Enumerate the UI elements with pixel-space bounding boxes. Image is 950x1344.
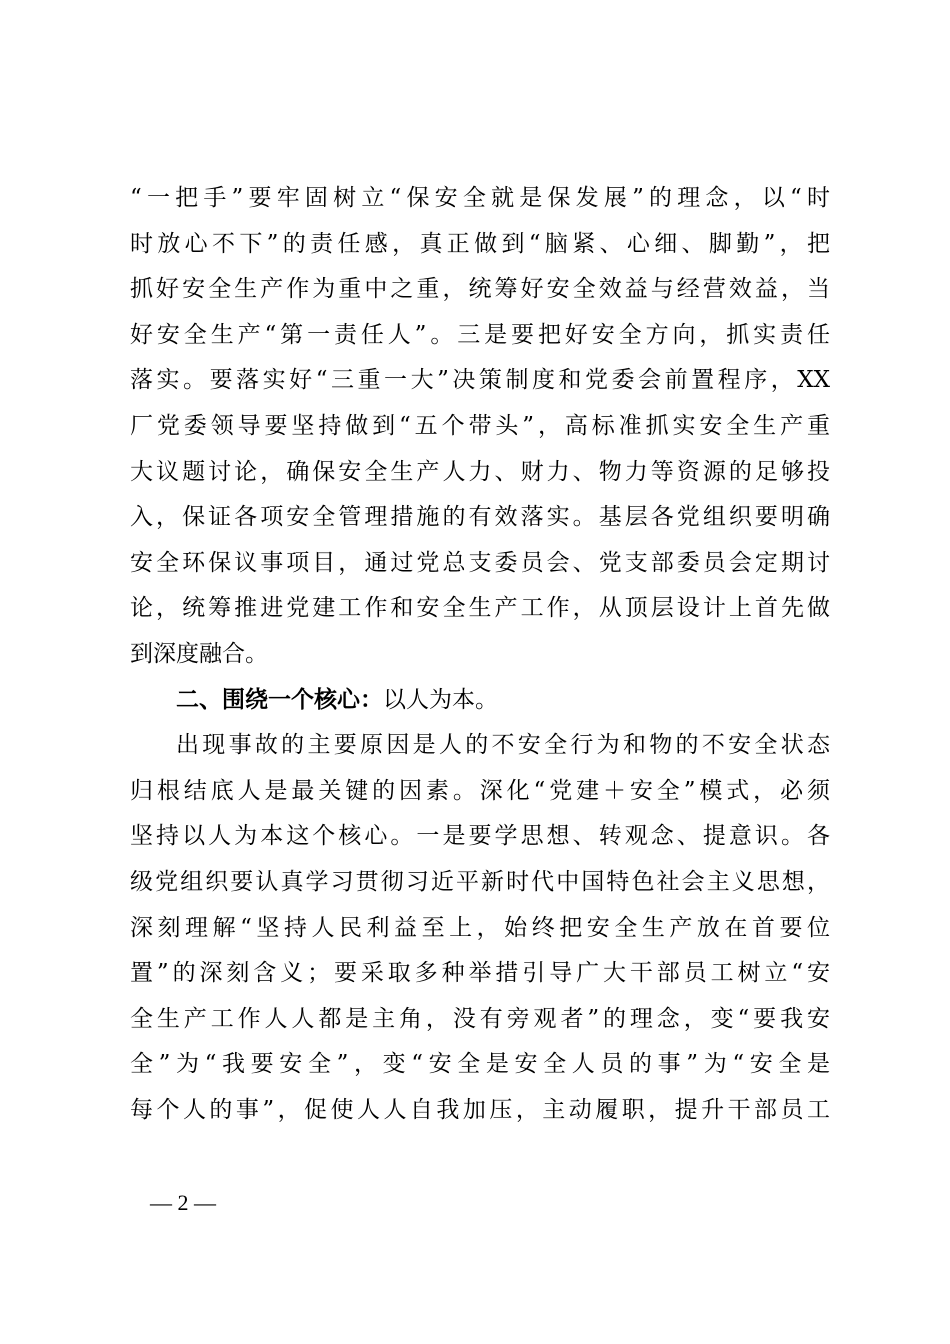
paragraph-line: 论，统筹推进党建工作和安全生产工作，从顶层设计上首先做 <box>130 595 830 622</box>
paragraph-line: 大议题讨论，确保安全生产人力、财力、物力等资源的足够投 <box>130 458 830 485</box>
section-heading-text: 以人为本。 <box>383 686 498 713</box>
paragraph-line: 好安全生产“第一责任人”。三是要把好安全方向，抓实责任 <box>130 321 830 348</box>
paragraph-line: 安全环保议事项目，通过党总支委员会、党支部委员会定期讨 <box>130 549 830 576</box>
section-heading-label: 二、围绕一个核心： <box>176 686 383 713</box>
paragraph-line: 置”的深刻含义；要采取多种举措引导广大干部员工树立“安 <box>130 960 830 987</box>
paragraph-line: 到深度融合。 <box>130 640 268 667</box>
paragraph-line: 全生产工作人人都是主角，没有旁观者”的理念，变“要我安 <box>130 1005 830 1032</box>
paragraph-line: 厂党委领导要坚持做到“五个带头”，高标准抓实安全生产重 <box>130 412 830 439</box>
paragraph-line: 归根结底人是最关键的因素。深化“党建＋安全”模式，必须 <box>130 777 830 804</box>
paragraph-line: 坚持以人为本这个核心。一是要学思想、转观念、提意识。各 <box>130 823 830 850</box>
body-text <box>130 176 830 1133</box>
paragraph-line: 时放心不下”的责任感，真正做到“脑紧、心细、脚勤”，把 <box>130 230 830 257</box>
paragraph-line: “一把手”要牢固树立“保安全就是保发展”的理念，以“时 <box>130 185 830 211</box>
paragraph-line: 入，保证各项安全管理措施的有效落实。基层各党组织要明确 <box>130 504 830 531</box>
paragraph-line: 全”为“我要安全”，变“安全是安全人员的事”为“安全是 <box>130 1051 830 1078</box>
paragraph-line: 级党组织要认真学习贯彻习近平新时代中国特色社会主义思想， <box>130 868 830 895</box>
page-number: — 2 — <box>150 1190 216 1215</box>
paragraph-line: 落实。要落实好“三重一大”决策制度和党委会前置程序，XX <box>130 367 830 394</box>
paragraph-line: 深刻理解“坚持人民利益至上，始终把安全生产放在首要位 <box>130 914 830 941</box>
paragraph-line: 出现事故的主要原因是人的不安全行为和物的不安全状态 <box>176 732 830 759</box>
paragraph-line: 每个人的事”，促使人人自我加压，主动履职，提升干部员工 <box>130 1096 830 1123</box>
section-heading <box>130 678 830 724</box>
paragraph-line: 抓好安全生产作为重中之重，统筹好安全效益与经营效益，当 <box>130 276 830 303</box>
